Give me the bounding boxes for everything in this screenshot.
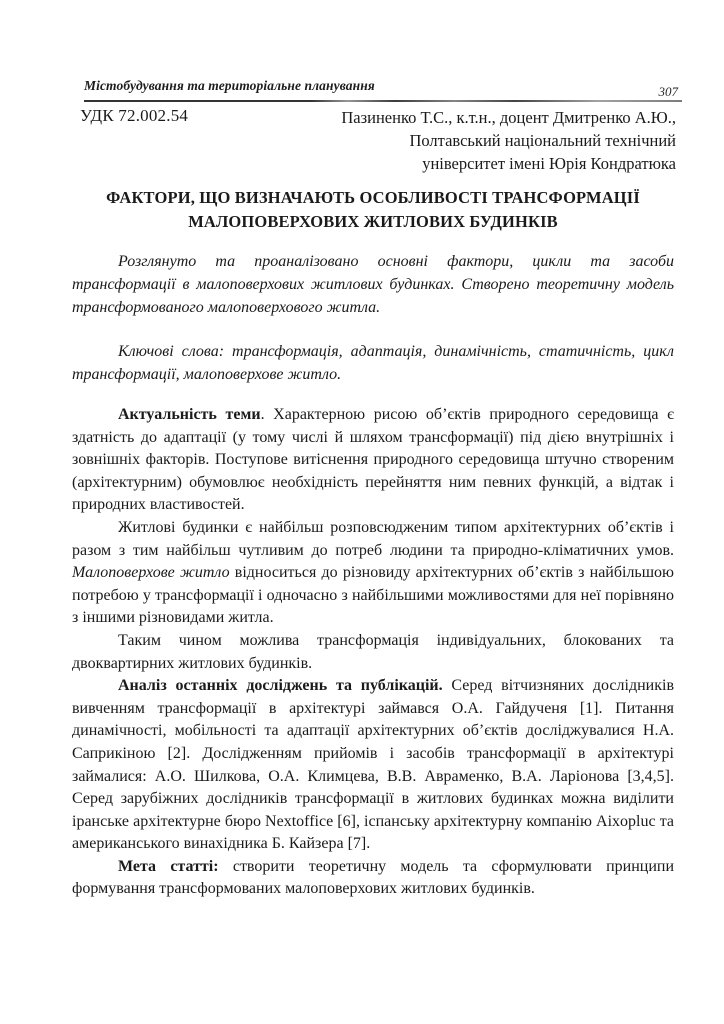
keywords-text: трансформація, адаптація, динамічність, статичність, цикл трансформації, малоповерхове житло.	[72, 343, 674, 383]
paragraph-relevance	[72, 404, 674, 517]
paragraph-housing-emphasis: Малоповерхове житло	[72, 564, 230, 582]
paragraph-analysis-text: Серед вітчизняних дослідників вивченням трансформації в архітектурі займався О.А. Гайдученя [1]. Питання динамічності, мобільності та адаптації архітектурних об’єктів досліджувалися Н.А. Саприкіною [2]. Дослідженням прийомів і засобів трансформації в архітектурі займалися: А.О. Шилкова, О.А. Климцева, В.В. Авраменко, В.А. Ларіонова [3,4,5]. Серед зарубіжних дослідників трансформації в житлових будинках можна виділити іранське архітектурне бюро Nextoffice [6], іспанську архітектурну компанію Aixopluc та американського винахідника Б. Кайзера [7].	[72, 677, 674, 853]
running-head	[84, 78, 682, 104]
udk-code: УДК 72.002.54	[80, 106, 189, 125]
keywords-label: Ключові слова:	[118, 343, 225, 360]
article-body	[72, 404, 674, 901]
section-heading-analysis: Аналіз останніх досліджень та публікацій.	[118, 677, 443, 695]
paragraph-housing	[72, 517, 674, 630]
paragraph-housing-part1: Житлові будинки є найбільш розповсюдженим типом архітектурних об’єктів і разом з тим найбільш чутливим до потреб людини та природно-кліматичних умов.	[72, 518, 674, 559]
header-rule	[84, 100, 682, 102]
author-line: Пазиненко Т.С., к.т.н., доцент Дмитренко А.Ю.,	[341, 108, 676, 127]
paragraph-analysis	[72, 675, 674, 856]
paragraph-conclusion: Таким чином можлива трансформація індивідуальних, блокованих та двоквартирних житлових будинків.	[72, 631, 674, 672]
paragraph-housing-part2: відноситься до різновиду архітектурних об’єктів з найбільшою потребою у трансформації і одночасно з найбільшими можливостями для неї порівняно з іншими різновидами житла.	[72, 564, 674, 627]
paragraph-relevance-text: . Характерною рисою об’єктів природного середовища є здатність до адаптації (у тому числі й шляхом трансформації) під дією внутрішніх і зовнішніх факторів. Поступове витіснення природного середовища штучно створеним (архітектурним) обумовлює необхідність перейняття ним певних функцій, а відтак і природних властивостей.	[72, 406, 674, 514]
keywords	[72, 340, 674, 386]
author-affiliation-block	[286, 106, 676, 175]
affiliation-line: університет імені Юрія Кондратюка	[422, 154, 676, 173]
article-title: ФАКТОРИ, ЩО ВИЗНАЧАЮТЬ ОСОБЛИВОСТІ ТРАНСФОРМАЦІЇ МАЛОПОВЕРХОВИХ ЖИТЛОВИХ БУДИНКІВ	[106, 188, 640, 231]
section-heading-goal: Мета статті:	[118, 857, 219, 875]
paragraph-goal-text: створити теоретичну модель та сформулювати принципи формування трансформованих малоповерхових житлових будинків.	[72, 857, 675, 898]
page-number: 307	[658, 84, 678, 99]
affiliation-line: Полтавський національний технічний	[409, 131, 676, 150]
running-head-title: Містобудування та територіальне планування	[84, 78, 375, 93]
paragraph-goal	[72, 856, 674, 901]
section-heading-relevance: Актуальність теми	[118, 406, 261, 423]
abstract: Розглянуто та проаналізовано основні фактори, цикли та засоби трансформації в малоповерхових житлових будинках. Створено теоретичну модель трансформованого малоповерхового житла.	[72, 253, 674, 316]
